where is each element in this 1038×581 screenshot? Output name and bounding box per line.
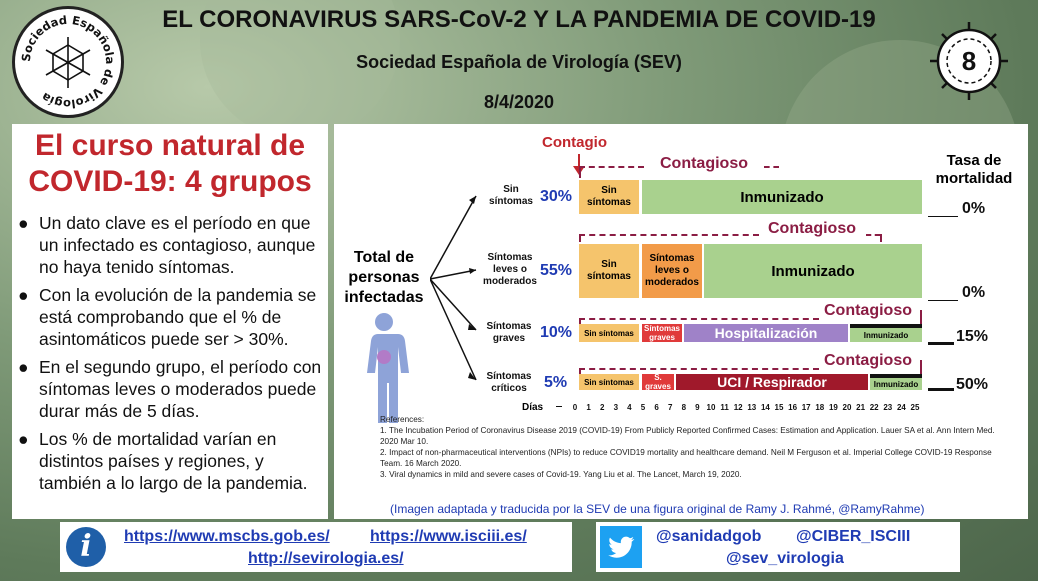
mortality-line (928, 300, 958, 301)
mortality-value: 0% (962, 284, 986, 301)
days-label: Días (522, 402, 544, 413)
group-pct: 55% (540, 262, 573, 279)
bullet-list (18, 212, 326, 500)
day-tick: 1 (586, 403, 591, 412)
contagioso-label: Contagioso (824, 352, 912, 369)
stage-severe-symptoms: Síntomas graves (643, 324, 680, 342)
days-axis-arrow (556, 406, 562, 407)
left-title-line2: COVID-19: 4 grupos (28, 165, 312, 198)
day-tick: 15 (774, 403, 784, 412)
day-tick: 8 (681, 403, 687, 412)
day-tick: 22 (869, 403, 879, 412)
twitter-icon (600, 526, 642, 568)
references (380, 414, 1000, 480)
mortality-value: 50% (956, 376, 989, 393)
day-tick: 10 (706, 403, 716, 412)
day-tick: 3 (613, 403, 619, 412)
bullet-item (18, 428, 326, 494)
contagioso-bracket (866, 234, 880, 236)
group-pct: 30% (540, 188, 573, 205)
mortality-line (928, 388, 954, 391)
bullet-dot: ● (18, 429, 29, 449)
day-tick: 18 (815, 403, 825, 412)
contagioso-bracket (920, 310, 922, 324)
stage-no-symptoms: Sin síntomas (579, 180, 639, 214)
contagioso-label: Contagioso (660, 155, 748, 172)
contagioso-bracket (920, 360, 922, 374)
contagioso-bracket (880, 234, 882, 242)
page-date: 8/4/2020 (483, 92, 555, 112)
day-tick: 4 (627, 403, 632, 412)
stage-severe-symptoms: S. graves (642, 374, 674, 390)
contagioso-label: Contagioso (768, 220, 856, 237)
day-tick: 0 (572, 403, 578, 412)
contagioso-bracket (579, 318, 819, 320)
badge-number: 8 (961, 46, 977, 76)
day-tick: 20 (842, 403, 852, 412)
footer-links-panel (60, 522, 572, 572)
handle-ciber-isciii[interactable]: @CIBER_ISCIII (796, 528, 911, 545)
image-credit: (Imagen adaptada y traducida por la SEV de una figura original de Ramy J. Rahmé, @RamyRahme) (390, 502, 925, 516)
covid-course-diagram (334, 124, 1028, 519)
page-title: EL CORONAVIRUS SARS-CoV-2 Y LA PANDEMIA DE COVID-19 (162, 6, 876, 33)
stage-immunized: Inmunizado (870, 374, 922, 390)
stage-hospitalization: Hospitalización (684, 324, 848, 342)
day-tick: 12 (733, 403, 743, 412)
link-sevirologia[interactable]: http://sevirologia.es/ (248, 550, 404, 567)
day-tick: 19 (828, 403, 838, 412)
branch-arrows (430, 184, 484, 384)
stage-no-symptoms: Sin síntomas (579, 324, 639, 342)
handle-sev-virologia[interactable]: @sev_virologia (726, 550, 844, 567)
bullet-text: En el segundo grupo, el período con síntomas leves o moderados puede durar más de 5 días. (39, 357, 322, 421)
day-tick: 17 (801, 403, 811, 412)
reference-item: 1. The Incubation Period of Coronavirus Disease 2019 (COVID-19) From Publicly Reported Confirmed Cases: Estimation and Application. Lauer SA et al. Ann Intern Med. 2020 Mar 10. (380, 426, 995, 446)
handle-sanidadgob[interactable]: @sanidadgob (656, 528, 762, 545)
stage-mild-symptoms: Síntomas leves o moderados (642, 244, 702, 298)
group-pct: 5% (544, 374, 568, 391)
slide-number-badge (916, 18, 1022, 104)
day-tick: 9 (695, 403, 700, 412)
contagioso-bracket (764, 166, 779, 168)
group-label: Síntomas graves (486, 321, 532, 344)
group-label: Sin síntomas (489, 184, 533, 207)
mortality-line (928, 216, 958, 217)
total-label: Total de personas infectadas (344, 249, 424, 306)
contagioso-label: Contagioso (824, 302, 912, 319)
reference-item: 3. Viral dynamics in mild and severe cases of Covid-19. Yang Liu et al. The Lancet, March 19, 2020. (380, 470, 742, 479)
bullet-text: Los % de mortalidad varían en distintos países y regiones, y también a lo largo de la pandemia. (39, 429, 308, 493)
contagioso-bracket (579, 234, 759, 236)
day-tick: 5 (640, 403, 646, 412)
bullet-item (18, 284, 326, 350)
bullet-text: Un dato clave es el período en que un infectado es contagioso, aunque no haya tenido síntomas. (39, 213, 316, 277)
bullet-text: Con la evolución de la pandemia se está comprobando que el % de asintomáticos puede ser > 30%. (39, 285, 317, 349)
day-tick: 13 (747, 403, 757, 412)
day-tick: 25 (910, 403, 920, 412)
stage-immunized: Inmunizado (642, 180, 922, 214)
person-icon (358, 312, 410, 424)
stage-no-symptoms: Sin síntomas (579, 374, 639, 390)
day-tick: 2 (599, 403, 605, 412)
day-tick: 23 (883, 403, 893, 412)
bullet-item (18, 356, 326, 422)
bullet-item (18, 212, 326, 278)
reference-item: 2. Impact of non-pharmaceutical interventions (NPIs) to reduce COVID19 mortality and healthcare demand. Neil M Ferguson et al. Imperial College COVID-19 Response Team. 16 March 2020. (380, 448, 992, 468)
day-tick: 11 (720, 403, 729, 412)
link-isciii[interactable]: https://www.isciii.es/ (370, 528, 527, 545)
contagioso-bracket (579, 368, 819, 370)
contagioso-bracket (579, 166, 644, 168)
contagio-label: Contagio (542, 134, 607, 151)
day-tick: 7 (667, 403, 673, 412)
bullet-dot: ● (18, 285, 29, 305)
stage-immunized: Inmunizado (704, 244, 922, 298)
stage-no-symptoms: Sin síntomas (579, 244, 639, 298)
page-subtitle: Sociedad Española de Virología (SEV) (356, 52, 682, 72)
logo-text: Sociedad Española de Virología (18, 12, 118, 112)
group-label: Síntomas leves o moderados (483, 252, 537, 287)
left-title-line1: El curso natural de (34, 129, 306, 162)
mortality-header: Tasa de mortalidad (935, 152, 1013, 187)
mortality-value: 15% (956, 328, 989, 345)
mortality-line (928, 342, 954, 345)
bullet-dot: ● (18, 357, 29, 377)
day-tick: 24 (896, 403, 906, 412)
footer-social-panel (596, 522, 960, 572)
reference-heading: References: (380, 415, 425, 424)
day-tick: 6 (654, 403, 659, 412)
group-label: Síntomas críticos (486, 371, 532, 394)
link-mscbs[interactable]: https://www.mscbs.gob.es/ (124, 528, 330, 545)
day-tick: 16 (788, 403, 798, 412)
left-panel (12, 124, 328, 519)
stage-immunized: Inmunizado (850, 324, 922, 342)
bullet-dot: ● (18, 213, 29, 233)
info-icon: i (66, 527, 106, 567)
day-tick: 21 (856, 403, 866, 412)
stage-icu: UCI / Respirador (676, 374, 868, 390)
day-tick: 14 (760, 403, 770, 412)
left-title (12, 128, 328, 200)
group-pct: 10% (540, 324, 573, 341)
mortality-value: 0% (962, 200, 986, 217)
